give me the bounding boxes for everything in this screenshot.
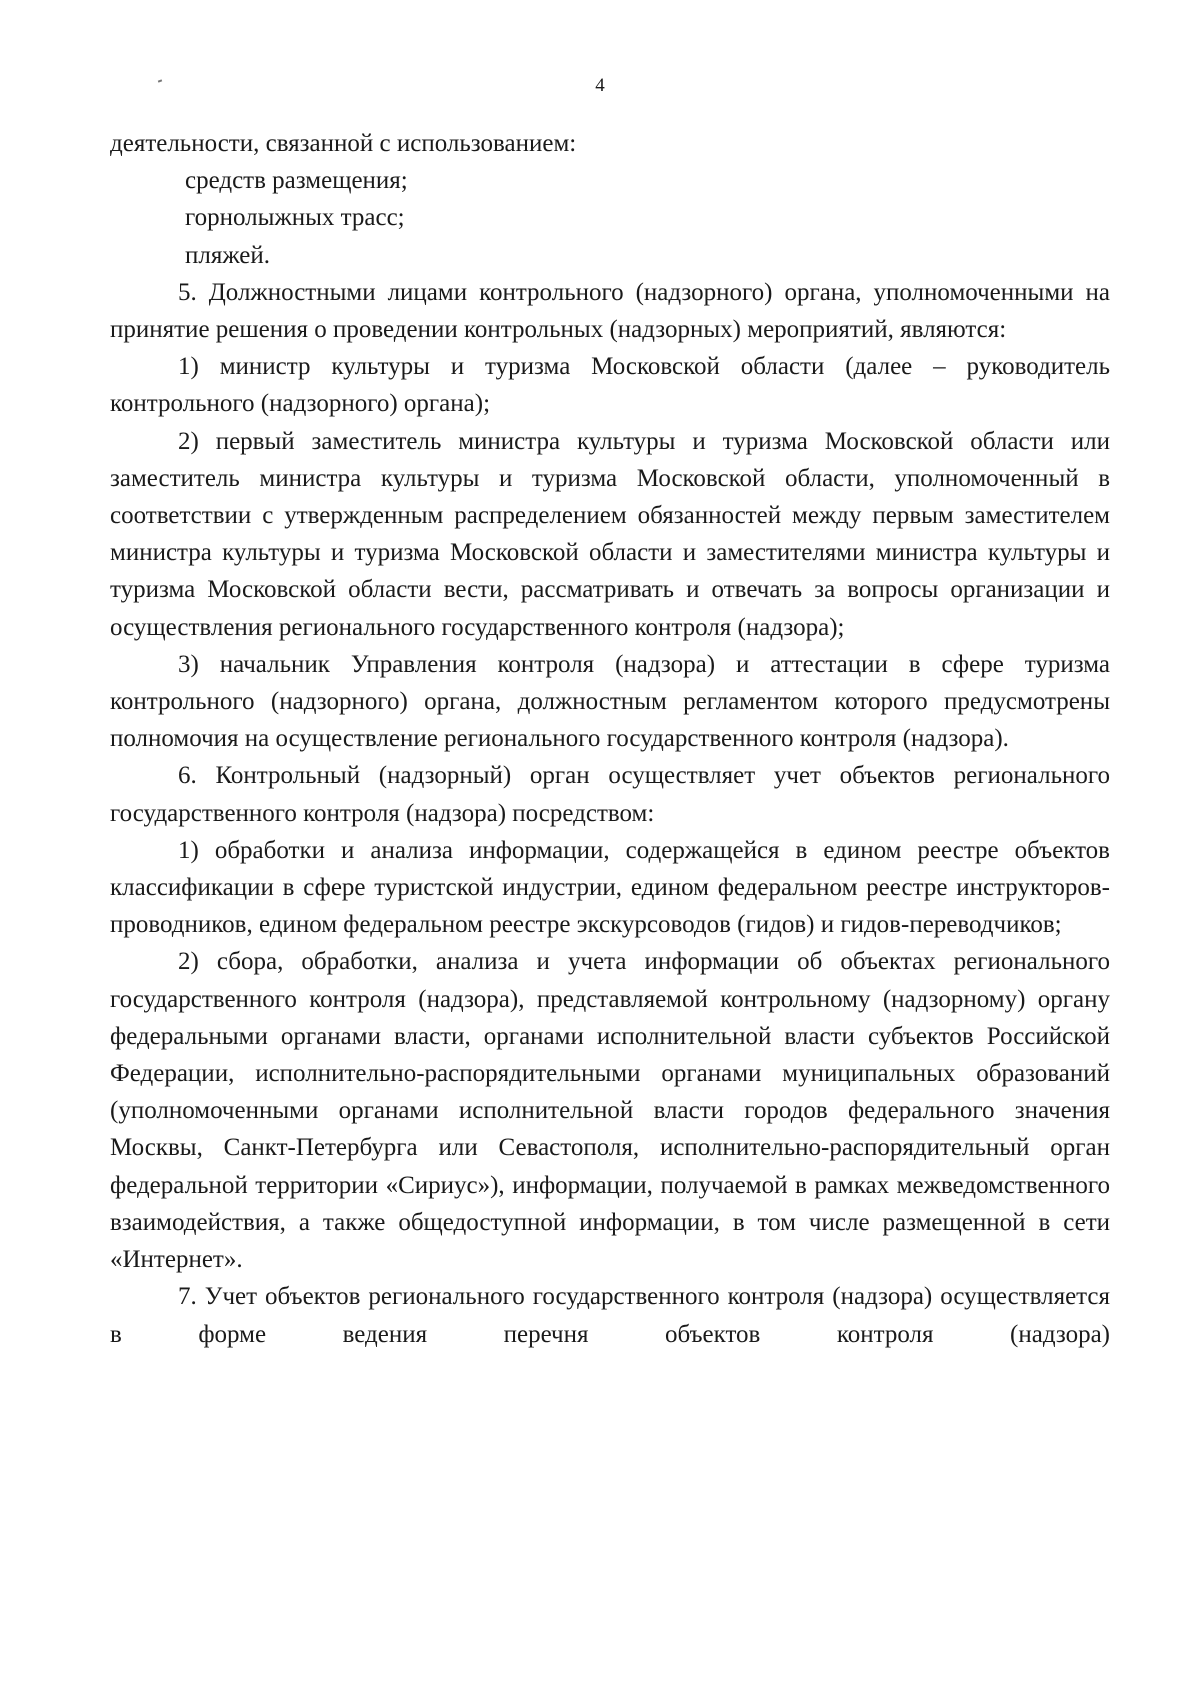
paragraph-6-item-2: 2) сбора, обработки, анализа и учета информации об объектах регионального государственного контроля (надзора), представляемой контрольному (надзорному) органу федеральными органами власти, органами исполнительной власти субъектов Российской Федерации, исполнительно-распорядительными органами муниципальных образований (уполномоченными органами исполнительной власти городов федерального значения Москвы, Санкт-Петербурга или Севастополя, исполнительно-распорядительный орган федеральной территории «Сириус»), информации, получаемой в рамках межведомственного взаимодействия, а также общедоступной информации, в том числе размещенной в сети «Интернет». xyxy=(110,948,1110,1274)
document-body xyxy=(110,125,1110,1353)
paragraph-7: 7. Учет объектов регионального государственного контроля (надзора) осуществляется в форме ведения перечня объектов контроля (надзора) xyxy=(110,1283,1110,1348)
paragraph-6: 6. Контрольный (надзорный) орган осуществляет учет объектов регионального государственного контроля (надзора) посредством: xyxy=(110,762,1110,827)
paragraph-5-item-3: 3) начальник Управления контроля (надзора) и аттестации в сфере туризма контрольного (надзорного) органа, должностным регламентом которого предусмотрены полномочия на осуществление регионального государственного контроля (надзора). xyxy=(110,650,1110,753)
list-item-ski-slopes: горнолыжных трасс; xyxy=(185,204,405,232)
paragraph-5: 5. Должностными лицами контрольного (надзорного) органа, уполномоченными на принятие решения о проведении контрольных (надзорных) мероприятий, являются: xyxy=(110,278,1110,344)
list-item-accommodation: средств размещения; xyxy=(185,167,408,195)
paragraph-continuation: деятельности, связанной с использованием: xyxy=(110,130,577,157)
paragraph-6-item-1: 1) обработки и анализа информации, содержащейся в едином реестре объектов классификации в сфере туристской индустрии, едином федеральном реестре инструкторов-проводников, едином федеральном реестре экскурсоводов (гидов) и гидов-переводчиков; xyxy=(110,836,1110,939)
paragraph-5-item-2: 2) первый заместитель министра культуры и туризма Московской области или заместитель министра культуры и туризма Московской области, уполномоченный в соответствии с утвержденным распределением обязанностей между первым заместителем министра культуры и туризма Московской области и заместителями министра культуры и туризма Московской области вести, рассматривать и отвечать за вопросы организации и осуществления регионального государственного контроля (надзора); xyxy=(110,427,1110,641)
page-number: 4 xyxy=(595,75,605,96)
list-item-beaches: пляжей. xyxy=(185,241,271,269)
paragraph-5-item-1: 1) министр культуры и туризма Московской области (далее – руководитель контрольного (надзорного) органа); xyxy=(110,353,1110,418)
